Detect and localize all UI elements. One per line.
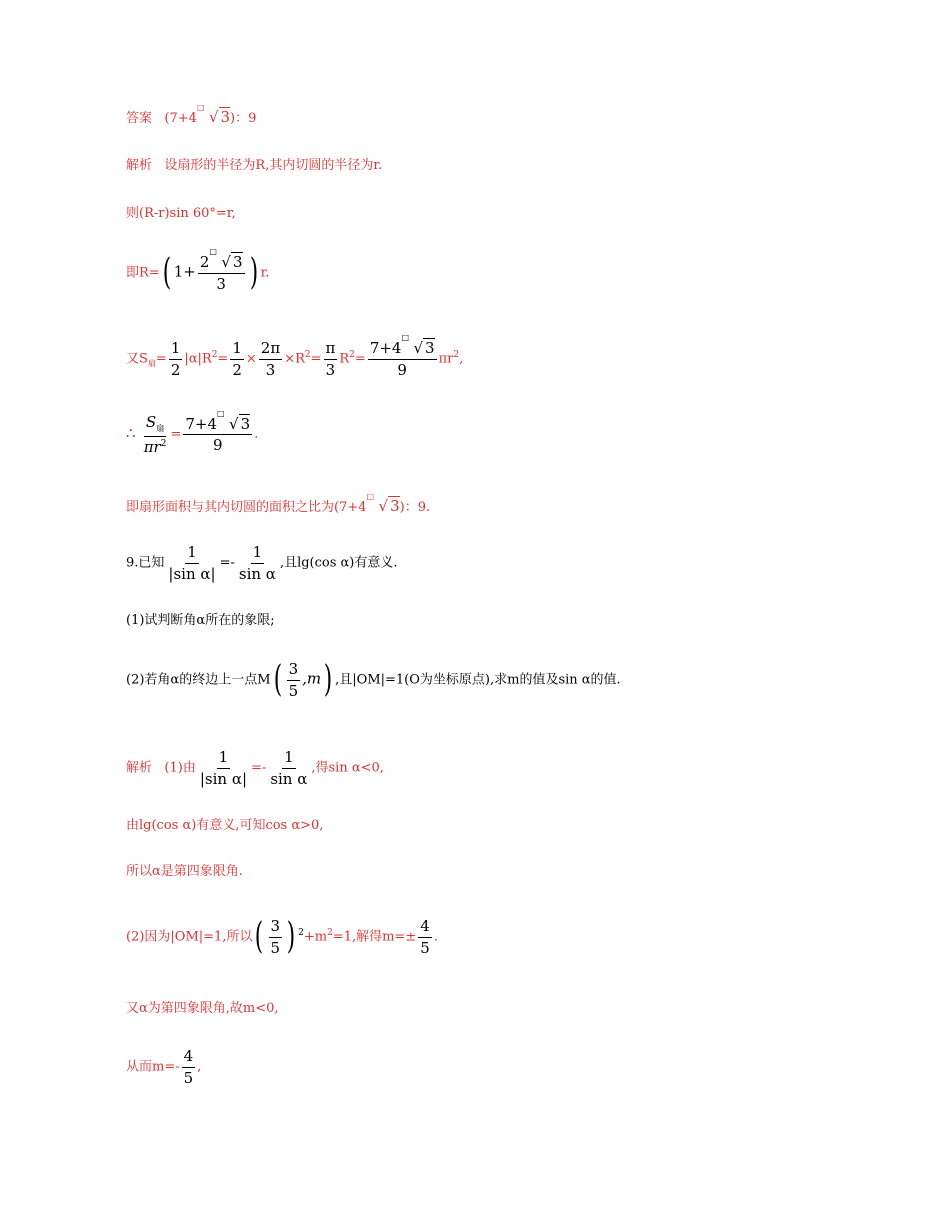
fraction: $\frac{S_扇}{\pi r^2}$ — [143, 413, 167, 456]
cube-root: □ √ 3 — [196, 103, 231, 126]
question-9: 9.已知 $\frac{1}{\text{|sin α|}}$ =- $\frac{1}{\text{sin α}}$ ,且lg(cos α)有意义. — [126, 543, 398, 583]
fraction: 2 □ √ 3 3 — [199, 247, 243, 293]
solution-3: 所以α是第四象限角. — [126, 864, 243, 879]
radical-index: □ — [196, 103, 205, 112]
analysis-label: 解析 — [126, 158, 153, 173]
solution-2: 由lg(cos α)有意义,可知cos α>0, — [126, 818, 324, 833]
solution-4: (2)因为|OM|=1,所以( $\frac{3}{5}$ ) $^2+m^2=1$,解得m=± $\frac{4}{5}$ . — [126, 916, 438, 957]
fraction: $\frac{2\pi}{3}$ — [260, 339, 281, 379]
eq2-prefix: 即R= — [126, 265, 160, 281]
fraction: $\frac{\pi}{3}$ — [325, 339, 336, 379]
radicand: 3 — [220, 108, 231, 126]
answer-line — [126, 103, 257, 126]
answer-text-a: (7+4 — [164, 111, 197, 126]
fraction: 7+4 □ √ 3 9 — [369, 333, 435, 379]
fraction: $\frac{3}{5}$ — [270, 917, 281, 957]
question-9-part-2: (2)若角α的终边上一点M( $\frac{3}{5}$ ,m) ,且|OM|=1(O为坐标原点),求m的值及sin α的值. — [126, 659, 621, 700]
solution-5: 又α为第四象限角,故m<0, — [126, 1001, 279, 1016]
fraction: $\frac{1}{\text{|sin α|}}$ — [199, 748, 248, 788]
solution-1: 解析 (1)由 $\frac{1}{\text{|sin α|}}$ =- $\frac{1}{\text{sin α}}$ ,得sin α<0, — [126, 748, 384, 788]
solution-6: 从而m=- $\frac{4}{5}$ , — [126, 1047, 202, 1087]
fraction: $\frac{1}{2}$ — [232, 339, 242, 379]
equation-1: 则(R-r)sin 60°=r, — [126, 206, 236, 221]
analysis-text: 设扇形的半径为R,其内切圆的半径为r. — [164, 158, 383, 173]
answer-text-b: )：9 — [230, 111, 257, 126]
equation-3: 又$S_扇=$ $\frac{1}{2}$ $|\alpha|R^2=$ $\frac{1}{2}$ × $\frac{2\pi}{3}$ $\times R^2=$ $\frac{\pi}{3}$ $R^2=$ 7+4 □ √ 3 9 $\pi r^2$, — [126, 333, 464, 379]
equation-4: ∴ $\frac{S_扇}{\pi r^2}$ = 7+4 □ √ 3 9 . — [126, 408, 259, 456]
fraction: $\frac{4}{5}$ — [420, 917, 430, 957]
eq2-suffix: r. — [260, 265, 270, 281]
fraction: 7+4 □ √ 3 9 — [185, 408, 251, 455]
equation-2: 即R=( 1+ 2 □ √ 3 3 ) r. — [126, 247, 270, 293]
fraction: $\frac{3}{5}$ — [288, 660, 299, 700]
fraction: $\frac{1}{\text{sin α}}$ — [270, 748, 308, 788]
fraction: $\frac{4}{5}$ — [183, 1047, 194, 1087]
fraction: $\frac{1}{\text{|sin α|}}$ — [168, 543, 216, 583]
eq2-one-plus: 1+ — [173, 262, 196, 281]
answer-label: 答案 — [126, 111, 153, 126]
conclusion-line: 即扇形面积与其内切圆的面积之比为(7+4 □ √ 3)：9. — [126, 492, 431, 515]
fraction: $\frac{1}{2}$ — [170, 339, 181, 379]
fraction: $\frac{1}{\text{sin α}}$ — [238, 543, 276, 583]
question-9-part-1: (1)试判断角α所在的象限; — [126, 613, 275, 628]
analysis-line-1 — [126, 159, 382, 172]
